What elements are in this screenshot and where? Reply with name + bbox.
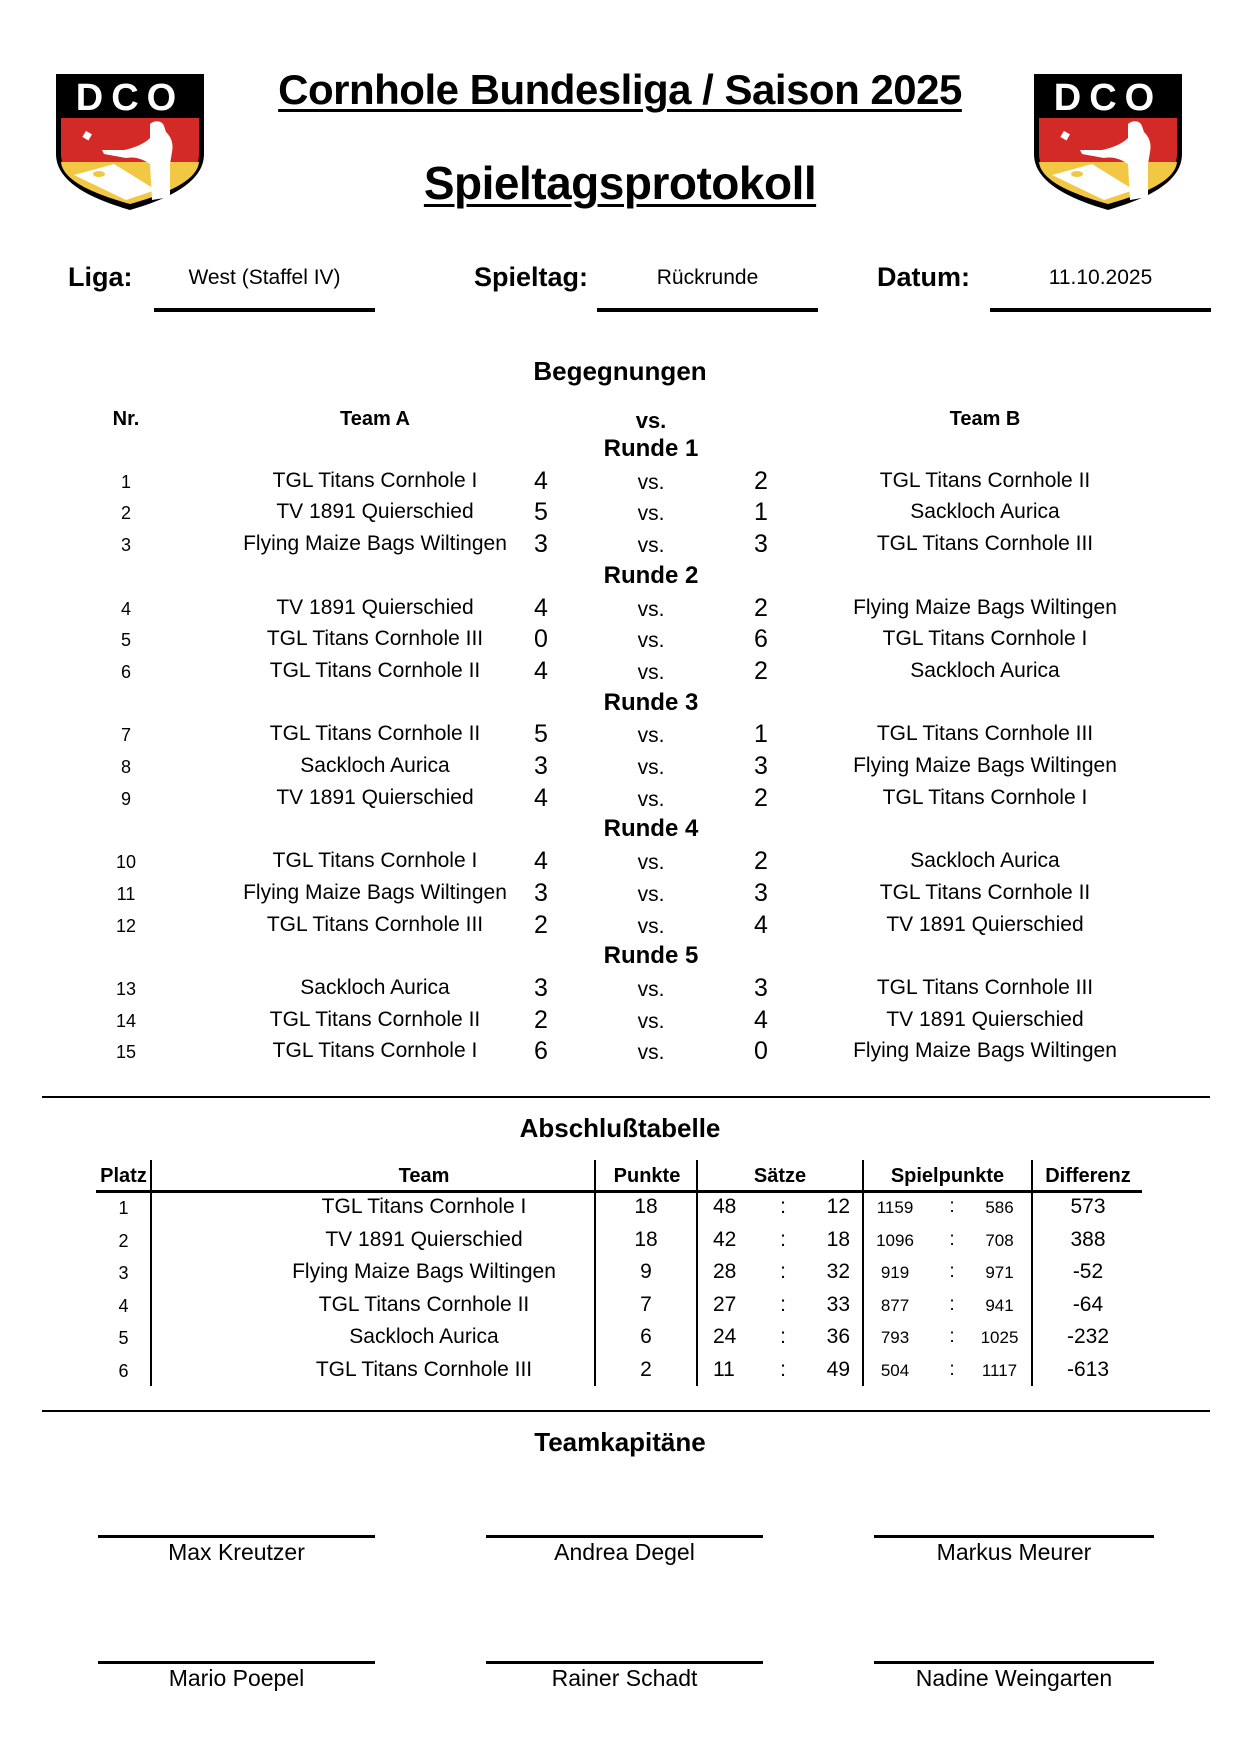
header-team-a: Team A: [339, 408, 411, 430]
team-b-name: Sackloch Aurica: [910, 849, 1060, 873]
col-header-differenz: Differenz: [1045, 1165, 1131, 1187]
signature-line: [486, 1661, 763, 1664]
cell-spielpunkte-lost: 1025: [980, 1328, 1019, 1348]
page-title-text: Cornhole Bundesliga / Saison 2025: [278, 66, 962, 113]
cell-platz: 5: [118, 1328, 129, 1349]
table-header-rule: [96, 1190, 1142, 1193]
cell-spielpunkte-won: 1159: [876, 1198, 914, 1217]
score-b: 2: [754, 466, 768, 495]
match-row: [0, 593, 1240, 628]
liga-underline: [154, 308, 375, 312]
cell-punkte: 2: [640, 1358, 652, 1381]
vs-label: vs.: [637, 724, 665, 748]
match-number: 2: [120, 503, 131, 524]
score-a: 2: [534, 1005, 548, 1034]
match-row: [0, 500, 1240, 532]
header-nr: Nr.: [112, 408, 140, 430]
score-a: 4: [534, 783, 548, 812]
cell-saetze-separator: :: [780, 1358, 786, 1381]
score-a: 3: [534, 973, 548, 1002]
score-b: 2: [754, 656, 768, 685]
round-label: Runde 1: [603, 435, 699, 462]
score-a: 2: [534, 910, 548, 939]
team-b-name: Sackloch Aurica: [910, 658, 1060, 682]
vs-label: vs.: [637, 470, 665, 494]
cell-saetze-won: 48: [713, 1195, 737, 1218]
match-number: 10: [115, 852, 137, 873]
score-b: 3: [754, 973, 768, 1002]
cell-spielpunkte-separator: :: [949, 1261, 955, 1283]
col-header-spielpunkte: Spielpunkte: [890, 1165, 1005, 1187]
team-b-name: TV 1891 Quierschied: [886, 912, 1084, 936]
vs-label: vs.: [637, 756, 665, 779]
table-row: [0, 1358, 1240, 1390]
cell-team: Sackloch Aurica: [349, 1325, 499, 1349]
cell-differenz: -232: [1066, 1325, 1110, 1349]
team-b-name: TGL Titans Cornhole III: [876, 532, 1094, 556]
team-a-name: TGL Titans Cornhole II: [269, 658, 481, 682]
datum-label: Datum:: [877, 262, 970, 292]
cell-saetze-won: 27: [713, 1292, 737, 1316]
score-b: 4: [754, 1005, 768, 1034]
spieltag-value: Rückrunde: [656, 266, 759, 289]
match-row: [0, 783, 1240, 818]
team-b-name: TGL Titans Cornhole II: [879, 880, 1091, 904]
spieltag-label: Spieltag:: [474, 262, 589, 292]
team-b-name: TGL Titans Cornhole III: [876, 722, 1094, 746]
cell-spielpunkte-lost: 708: [985, 1230, 1014, 1250]
score-a: 3: [534, 530, 548, 559]
page-title: [240, 66, 1000, 114]
match-number: 4: [120, 598, 131, 619]
team-a-name: Flying Maize Bags Wiltingen: [243, 532, 507, 556]
score-b: 3: [754, 878, 768, 907]
cell-differenz: 388: [1070, 1227, 1106, 1251]
match-number: 6: [120, 661, 131, 682]
cell-team: Flying Maize Bags Wiltingen: [292, 1260, 556, 1284]
cell-saetze-won: 11: [713, 1358, 735, 1381]
match-row: [0, 532, 1240, 564]
cell-spielpunkte-won: 877: [880, 1295, 910, 1315]
captains-title: Teamkapitäne: [534, 1427, 706, 1457]
match-row: [0, 722, 1240, 754]
team-a-name: TGL Titans Cornhole I: [272, 1039, 478, 1063]
score-b: 6: [754, 625, 768, 654]
team-a-name: TGL Titans Cornhole I: [272, 849, 478, 873]
vs-label: vs.: [637, 534, 665, 558]
team-a-name: TV 1891 Quierschied: [276, 500, 474, 524]
score-a: 5: [534, 498, 548, 527]
round-label: Runde 4: [603, 815, 699, 843]
cell-saetze-separator: :: [780, 1260, 786, 1284]
captain-name: Andrea Degel: [554, 1539, 695, 1565]
captain-name: Markus Meurer: [936, 1539, 1092, 1565]
score-b: 3: [754, 530, 768, 559]
cell-differenz: -64: [1072, 1292, 1104, 1316]
team-b-name: Sackloch Aurica: [910, 500, 1060, 524]
captain-name: Nadine Weingarten: [915, 1665, 1113, 1691]
standings-title: Abschlußtabelle: [519, 1113, 721, 1143]
score-b: 2: [754, 783, 768, 812]
cell-saetze-lost: 33: [826, 1292, 850, 1316]
team-a-name: Sackloch Aurica: [300, 754, 450, 777]
round-label: Runde 2: [603, 561, 699, 589]
vs-label: vs.: [637, 914, 665, 938]
col-header-saetze: Sätze: [753, 1165, 807, 1187]
team-a-name: TV 1891 Quierschied: [276, 785, 474, 809]
vs-label: vs.: [637, 882, 665, 906]
cell-differenz: -52: [1072, 1260, 1104, 1284]
signature-line: [486, 1535, 763, 1538]
cell-saetze-separator: :: [780, 1227, 786, 1251]
section-divider: [42, 1410, 1210, 1412]
captain-name: Mario Poepel: [168, 1665, 305, 1691]
vs-label: vs.: [637, 597, 665, 621]
score-b: 4: [754, 910, 768, 939]
col-header-punkte: Punkte: [613, 1165, 681, 1187]
match-number: 5: [120, 630, 131, 651]
match-row: [0, 849, 1240, 881]
cell-saetze-separator: :: [780, 1195, 786, 1218]
cell-saetze-lost: 12: [826, 1195, 850, 1218]
cell-saetze-lost: 49: [826, 1358, 850, 1381]
table-row: [0, 1195, 1240, 1227]
cell-team: TGL Titans Cornhole III: [315, 1358, 533, 1381]
team-b-name: Flying Maize Bags Wiltingen: [853, 754, 1117, 777]
cell-spielpunkte-separator: :: [949, 1326, 955, 1348]
team-b-name: Flying Maize Bags Wiltingen: [853, 595, 1117, 619]
score-b: 2: [754, 847, 768, 876]
team-a-name: TGL Titans Cornhole III: [266, 627, 484, 651]
cell-saetze-lost: 36: [826, 1325, 850, 1349]
datum-underline: [990, 308, 1211, 312]
score-b: 1: [754, 498, 768, 527]
cell-spielpunkte-lost: 1117: [981, 1361, 1018, 1380]
score-a: 3: [534, 752, 548, 780]
cell-punkte: 6: [640, 1325, 652, 1349]
cell-team: TGL Titans Cornhole II: [318, 1292, 530, 1316]
section-divider: [42, 1096, 1210, 1098]
cell-punkte: 18: [634, 1227, 658, 1251]
page-subtitle: [240, 156, 1000, 210]
match-row: [0, 1005, 1240, 1040]
table-row: [0, 1228, 1240, 1260]
cell-saetze-lost: 32: [826, 1260, 850, 1284]
vs-label: vs.: [637, 787, 665, 811]
score-b: 3: [754, 752, 768, 780]
cell-spielpunkte-won: 1096: [876, 1230, 914, 1250]
team-b-name: TV 1891 Quierschied: [886, 1007, 1084, 1031]
vs-label: vs.: [637, 1009, 665, 1033]
cell-spielpunkte-won: 793: [880, 1328, 910, 1348]
match-number: 9: [120, 788, 131, 809]
cell-punkte: 18: [634, 1195, 658, 1218]
cell-punkte: 9: [640, 1260, 652, 1284]
score-a: 4: [534, 656, 548, 685]
cell-platz: 6: [118, 1361, 129, 1381]
signature-line: [874, 1535, 1154, 1538]
match-row: [0, 656, 1240, 691]
vs-label: vs.: [637, 660, 665, 684]
cell-platz: 4: [118, 1295, 129, 1316]
score-a: 5: [534, 720, 548, 749]
cell-spielpunkte-lost: 971: [985, 1263, 1014, 1283]
captain-name: Max Kreutzer: [168, 1539, 305, 1565]
dco-logo-right: [1032, 72, 1184, 212]
team-a-name: TGL Titans Cornhole II: [269, 1007, 481, 1031]
liga-value: West (Staffel IV): [188, 266, 341, 289]
team-a-name: Flying Maize Bags Wiltingen: [243, 880, 507, 904]
round-label: Runde 5: [603, 942, 699, 970]
cell-team: TV 1891 Quierschied: [325, 1227, 523, 1251]
team-b-name: TGL Titans Cornhole I: [882, 627, 1088, 651]
match-row: [0, 1039, 1240, 1071]
cell-spielpunkte-lost: 941: [985, 1295, 1014, 1315]
logo-text: DCO: [1053, 77, 1163, 119]
header-vs: vs.: [635, 408, 667, 433]
team-b-name: TGL Titans Cornhole II: [879, 468, 1091, 492]
match-row: [0, 910, 1240, 945]
header-team-b: Team B: [949, 408, 1021, 430]
team-a-name: TGL Titans Cornhole II: [269, 722, 481, 746]
score-b: 2: [754, 593, 768, 622]
team-a-name: TV 1891 Quierschied: [276, 595, 474, 619]
matches-title: Begegnungen: [533, 356, 707, 386]
team-a-name: Sackloch Aurica: [300, 975, 450, 999]
cell-spielpunkte-separator: :: [949, 1359, 955, 1380]
score-a: 6: [534, 1037, 548, 1066]
score-a: 4: [534, 847, 548, 876]
cell-saetze-won: 24: [713, 1325, 737, 1349]
match-row: [0, 878, 1240, 913]
cell-saetze-lost: 18: [826, 1227, 850, 1251]
page-subtitle-text: Spieltagsprotokoll: [423, 157, 817, 209]
cell-spielpunkte-separator: :: [949, 1293, 955, 1315]
cell-spielpunkte-won: 504: [880, 1361, 910, 1380]
cell-team: TGL Titans Cornhole I: [321, 1195, 527, 1218]
match-row: [0, 466, 1240, 501]
signature-line: [874, 1661, 1154, 1664]
score-b: 0: [754, 1037, 768, 1066]
cell-platz: 1: [118, 1198, 129, 1218]
match-number: 3: [120, 535, 131, 556]
match-number: 8: [120, 757, 131, 777]
cell-differenz: -613: [1066, 1358, 1110, 1381]
liga-label: Liga:: [68, 262, 133, 292]
match-number: 11: [116, 883, 136, 904]
score-a: 4: [534, 466, 548, 495]
match-row: [0, 754, 1240, 786]
vs-label: vs.: [637, 502, 665, 526]
cell-spielpunkte-separator: :: [949, 1196, 955, 1217]
match-row: [0, 973, 1240, 1008]
signature-line: [98, 1661, 375, 1664]
cell-platz: 3: [118, 1263, 129, 1284]
cell-saetze-separator: :: [780, 1292, 786, 1316]
team-b-name: TGL Titans Cornhole III: [876, 975, 1094, 999]
cell-differenz: 573: [1070, 1195, 1106, 1218]
cell-saetze-won: 42: [713, 1227, 737, 1251]
cell-spielpunkte-won: 919: [880, 1263, 910, 1283]
table-row: [0, 1293, 1240, 1325]
match-number: 12: [115, 915, 137, 936]
vs-label: vs.: [637, 977, 665, 1001]
team-b-name: Flying Maize Bags Wiltingen: [853, 1039, 1117, 1063]
team-b-name: TGL Titans Cornhole I: [882, 785, 1088, 809]
table-row: [0, 1260, 1240, 1292]
cell-saetze-won: 28: [713, 1260, 737, 1284]
logo-text: DCO: [75, 77, 185, 119]
match-number: 14: [115, 1010, 137, 1031]
score-a: 4: [534, 593, 548, 622]
round-label: Runde 3: [603, 688, 699, 716]
vs-label: vs.: [637, 629, 665, 653]
captain-name: Rainer Schadt: [551, 1665, 698, 1691]
vs-label: vs.: [637, 851, 665, 875]
spieltag-underline: [597, 308, 818, 312]
match-row: [0, 627, 1240, 659]
cell-spielpunkte-separator: :: [949, 1228, 955, 1250]
col-header-team: Team: [398, 1165, 450, 1187]
cell-platz: 2: [118, 1230, 129, 1251]
match-number: 13: [115, 978, 137, 999]
datum-value: 11.10.2025: [1048, 266, 1153, 289]
dco-logo-left: [54, 72, 206, 212]
col-header-platz: Platz: [100, 1165, 147, 1187]
score-a: 3: [534, 878, 548, 907]
cell-punkte: 7: [640, 1292, 652, 1316]
match-number: 15: [115, 1042, 137, 1063]
vs-label: vs.: [637, 1041, 665, 1065]
team-a-name: TGL Titans Cornhole III: [266, 912, 484, 936]
score-a: 0: [534, 625, 548, 654]
match-number: 7: [120, 725, 131, 746]
cell-saetze-separator: :: [780, 1325, 786, 1349]
table-row: [0, 1325, 1240, 1357]
score-b: 1: [754, 720, 768, 749]
signature-line: [98, 1535, 375, 1538]
team-a-name: TGL Titans Cornhole I: [272, 468, 478, 492]
match-number: 1: [120, 471, 131, 492]
cell-spielpunkte-lost: 586: [985, 1198, 1014, 1217]
